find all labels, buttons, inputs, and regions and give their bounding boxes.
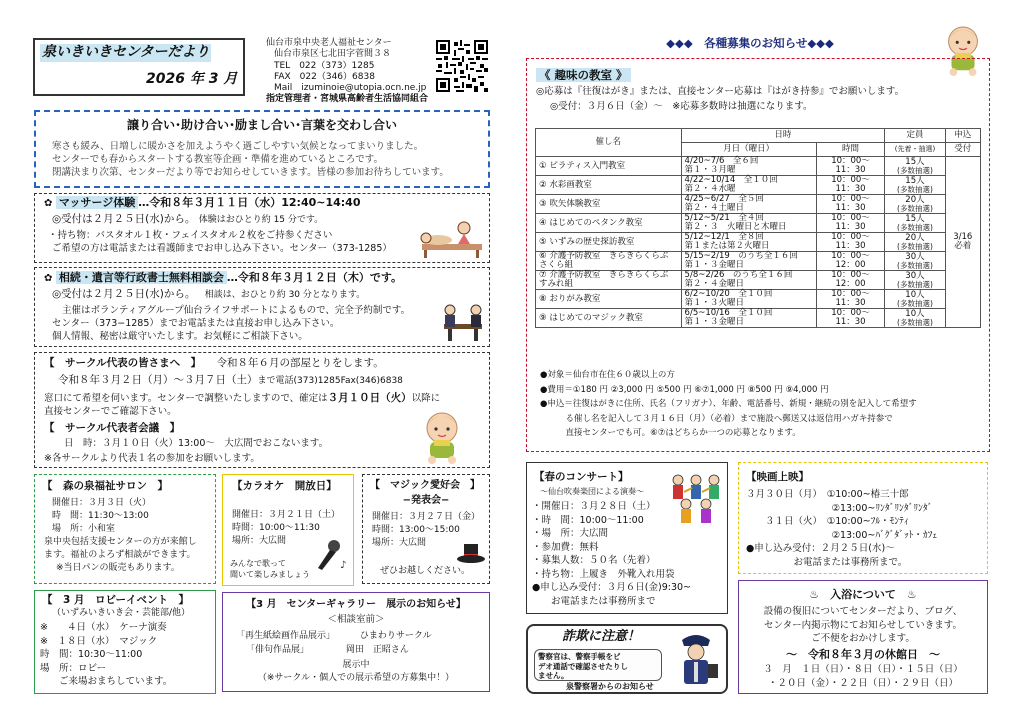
circle-line1: [58, 374, 403, 387]
massage-header: [44, 196, 360, 211]
salon-title: 【 森の泉福祉サロン 】: [42, 480, 168, 492]
magic-hat-icon: [456, 542, 486, 564]
apply-label: 申込: [954, 130, 972, 141]
circle-contact: まで電話(373)1285Fax(346)6838: [257, 376, 403, 386]
org-address: 仙台市泉区七北田字菅間３８: [274, 49, 392, 60]
salon-line: 開催日：３月３日（火）: [52, 498, 152, 508]
capacity-method: (多数抽選): [897, 203, 933, 213]
class-date: [681, 271, 816, 290]
class-name: [536, 309, 682, 328]
massage-items: ・持ち物：バスタオル１枚・フェイスタオル２枚をご持参ください: [48, 230, 333, 241]
class-weekday: 第１・３月曜: [684, 165, 736, 175]
lobby-subtitle: （いずみいきいき会・芸能部/他）: [52, 608, 191, 618]
recruit-foot-line: ●申込＝往復はがきに住所、氏名（フリガナ）、年齢、電話番号、新規・継続の別を記入して希望す: [540, 399, 917, 409]
class-start: 10：00～: [831, 213, 870, 224]
movie-line: ３１日（火） ①10:00~ﾌﾙ・ﾓﾝﾃｨ: [746, 516, 909, 527]
org-manager: 指定管理者・宮城県高齢者生活協同組合: [266, 94, 429, 105]
class-time: [816, 271, 885, 290]
scam-line: デオ通話で確認させたりし: [538, 661, 628, 671]
recruit-foot-line: 直接センターでも可。⑥⑦はどちらか一つの応募となります。: [540, 428, 801, 438]
lobby-line: ※ ４日（水） ケーナ演奏: [40, 622, 167, 633]
class-capacity: [885, 271, 945, 290]
scam-line: 警察官は、警察手帳をビ: [538, 652, 621, 661]
class-date: [681, 176, 816, 195]
legal-date: …令和８年３月１２日（木）です。: [226, 271, 403, 284]
class-date: [681, 157, 816, 176]
massage-illustration-icon: [418, 220, 486, 260]
massage-date: …令和８年３月１１日（水）12:40~14:40: [138, 196, 361, 209]
salon-line: ※当日パンの販売もあります。: [56, 563, 180, 573]
magic-title: 【 マジック愛好会 】: [370, 480, 480, 491]
flower-icon: ✿: [44, 273, 53, 284]
gallery-subtitle: ＜相談室前＞: [327, 614, 385, 625]
class-capacity: [885, 195, 945, 214]
class-end: 11：30: [835, 317, 866, 327]
class-weekday: 第２・４金曜日: [684, 279, 745, 289]
microphone-icon: [310, 538, 350, 574]
capacity-count: 10人: [905, 289, 925, 300]
class-name: [536, 271, 682, 290]
class-period: 4/20~7/6 全６回: [684, 156, 759, 167]
class-date: [681, 252, 816, 271]
class-period: 4/25~6/27 全５回: [684, 194, 764, 205]
class-period: 5/12~12/1 全８回: [684, 232, 764, 243]
class-name: [536, 214, 682, 233]
baby-illustration-icon: [416, 410, 468, 466]
table-row: [536, 271, 981, 290]
legal-text: [52, 304, 410, 343]
class-weekday: 第１・３金曜日: [684, 317, 745, 327]
intro-text: [52, 140, 449, 179]
class-start: 10：00～: [831, 194, 870, 205]
lobby-line: ご来場おまちしています。: [40, 676, 173, 687]
capacity-method: (多数抽選): [897, 165, 933, 175]
bath-line: センター内掲示物にてお知らせしていきます。: [763, 619, 963, 631]
class-time: [816, 176, 885, 195]
consultation-illustration-icon: [440, 298, 486, 344]
qr-code-icon[interactable]: [436, 40, 488, 92]
concert-line: ・開催日：３月２８日（土）: [532, 501, 656, 512]
scam-body: [534, 649, 662, 681]
circle-title-rest: 令和８年６月の部屋とりをします。: [216, 357, 384, 369]
concert-title: 【春のコンサート】: [534, 471, 629, 483]
class-weekday: 第２・３ 火曜日と木曜日: [684, 222, 787, 232]
legal-line: センター（373−1285）までお電話または直接お申し込み下さい。: [52, 318, 340, 329]
gallery-status: 展示中: [342, 660, 370, 670]
massage-title: マッサージ体験: [56, 196, 138, 209]
legal-reception: ◎受付は２月２５日(水)から。: [52, 288, 196, 300]
lobby-title: 【 3 月 ロビーイベント 】: [42, 594, 190, 606]
recruit-foot-line: る催し名を記入して３月１６日（月）（必着）まで施設へ郵送又は返信用ハガキ持参で: [540, 413, 893, 424]
apply-deadline: [945, 157, 980, 328]
capacity-method: (多数抽選): [897, 222, 933, 232]
class-start: 10：00～: [831, 232, 870, 243]
salon-line: 時 間：11:30～13:00: [52, 511, 149, 521]
recruit-foot-line: ●対象＝仙台市在住６０歳以上の方: [540, 370, 675, 380]
legal-line1: [52, 288, 365, 301]
intro-heading: 譲り合い･助け合い･励まし合い･言葉を交わし合い: [126, 118, 397, 132]
class-period: 5/8~2/26 のうち全１６回: [684, 270, 793, 281]
class-date: [681, 309, 816, 328]
circle-title: 【 サークル代表の皆さまへ 】: [44, 357, 202, 369]
table-row: [536, 195, 981, 214]
class-number: ④: [539, 217, 547, 228]
intro-line: 閉講決まり次第、センターだより等でお知らせしていきます。皆様の参加お待ちしています。: [52, 167, 449, 178]
movie-details: [746, 488, 937, 569]
class-title: ピラティス入門教室: [549, 160, 626, 171]
lobby-line: 時 間：10:30～11:00: [40, 649, 143, 660]
scam-foot: 泉警察署からのお知らせ: [566, 682, 654, 691]
legal-line: 個人情報、秘密は厳守いたします。お気軽にご相談下さい。: [52, 331, 308, 342]
class-weekday: 第１・３火曜日: [684, 298, 745, 308]
newsletter-title: 泉いきいきセンターだより: [42, 44, 210, 60]
concert-line: ・時 間：10:00～11:00: [532, 514, 644, 526]
concert-line: ・場 所：大広間: [532, 528, 609, 539]
capacity-count: 10人: [905, 308, 925, 319]
salon-line: 泉中央包括支援センターの方が来館し: [44, 537, 197, 547]
class-time: [816, 214, 885, 233]
table-row: [536, 176, 981, 195]
class-name: [536, 157, 682, 176]
concert-line: ・参加費：無料: [532, 541, 599, 553]
karaoke-title: 【カラオケ 開放日】: [232, 480, 337, 492]
col-header-event: 催し名: [536, 129, 682, 157]
intro-line: 寒さも緩み、日増しに暖かさを加えようやく過ごしやすい気候となってまいりました。: [52, 141, 424, 152]
legal-header: [44, 271, 402, 286]
class-end: 11：30: [835, 184, 866, 194]
holiday-line: ３ 月 １日（日）・８日（日）・１５日（日）: [763, 664, 963, 675]
class-title: はじめてのペタンク教室: [549, 217, 643, 228]
class-number: ③: [539, 198, 547, 209]
capacity-count: 20人: [905, 232, 925, 243]
circle-line2: [44, 392, 440, 405]
gallery-exhibit: 「俳句作品展」: [246, 645, 310, 655]
scam-title: 詐欺に注意！: [562, 629, 641, 644]
movie-line: ３月３０日（月） ①10:00~椿三十郎: [746, 489, 909, 500]
org-info: [266, 38, 428, 106]
table-row: [536, 233, 981, 252]
lobby-line: ※ １８日（水） マジック: [40, 635, 158, 647]
movie-title: 【映画上映】: [746, 471, 809, 483]
capacity-method: (多数抽選): [897, 184, 933, 194]
bath-line: ご不便をおかけします。: [811, 633, 915, 644]
massage-line1: [52, 213, 323, 226]
class-start: 10：00～: [831, 175, 870, 186]
class-period: 5/12~5/21 全４回: [684, 213, 764, 224]
class-end: 11：30: [835, 222, 866, 232]
col-header-capacity-note: (先着・抽選): [885, 143, 945, 157]
circle-confirm-date: ３月１０日（火）: [327, 392, 412, 404]
bath-title: ♨ 入浴について ♨: [809, 588, 917, 601]
gallery-exhibit: 「再生紙絵画作品展示」: [236, 631, 336, 641]
class-name: [536, 290, 682, 309]
police-officer-icon: [670, 630, 722, 690]
class-capacity: [885, 252, 945, 271]
class-capacity: [885, 290, 945, 309]
scam-line: ません。: [538, 671, 569, 680]
karaoke-foot: [230, 558, 310, 580]
gallery-row: [236, 631, 432, 642]
capacity-method: (多数抽選): [897, 241, 933, 251]
flower-icon: ✿: [44, 198, 53, 209]
magic-line: 時間：13:00～15:00: [372, 525, 460, 535]
magic-subtitle: −発表会−: [402, 495, 450, 506]
movie-line: ②13:00~ﾘﾝﾀﾞﾘﾝﾀﾞﾘﾝﾀﾞ: [746, 502, 933, 514]
movie-line: ②13:00~ﾊﾞｸﾞﾀﾞｯﾄ・ｶﾌｪ: [746, 529, 938, 541]
table-row: [536, 309, 981, 328]
recruit-banner: ◆◆◆ 各種募集のお知らせ◆◆◆: [666, 36, 834, 50]
capacity-count: 15人: [905, 213, 925, 224]
karaoke-line: 時間：10:00～11:30: [232, 523, 320, 533]
class-start: 10：00～: [831, 251, 870, 262]
salon-details: [44, 497, 197, 575]
class-time: [816, 252, 885, 271]
class-end: 12：00: [835, 279, 866, 289]
magic-foot: ぜひお越しください。: [380, 566, 471, 576]
class-number: ①: [539, 160, 547, 171]
deadline-date: 3/16: [953, 232, 973, 243]
class-capacity: [885, 309, 945, 328]
class-capacity: [885, 157, 945, 176]
holiday-line: ・２０日（金）・２２日（日）・２９日（日）: [767, 677, 958, 689]
karaoke-foot-line: 聞いて楽しみましょう: [230, 570, 310, 579]
salon-line: 場 所：小和室: [52, 524, 116, 534]
movie-line: ●申し込み受付：２月２５日(水)～: [746, 543, 895, 554]
concert-line: お電話または事務所まで: [532, 595, 656, 607]
class-number: ⑨: [539, 312, 547, 323]
org-name: 仙台市泉中央老人福祉センター: [266, 38, 392, 48]
capacity-count: 15人: [905, 175, 925, 186]
col-header-datetime: 日時: [681, 129, 885, 143]
concert-line: ●申し込み受付：３月６日(金)9:30~: [532, 582, 691, 593]
class-date: [681, 214, 816, 233]
lobby-details: [40, 621, 172, 689]
class-end: 11：30: [835, 203, 866, 213]
recruit-note: ◎応募は『往復はがき』または、直接センター応募は『はがき持参』でお願いします。: [536, 86, 905, 97]
karaoke-line: 開催日：３月２１日（土）: [232, 510, 341, 520]
class-title: 介護予防教室 きらきらくらぶ すみれ組: [539, 270, 677, 289]
circle-text: 窓口にて希望を伺います。センターで調整いたしますので、確定は: [44, 393, 328, 404]
class-number: ⑧: [539, 293, 547, 304]
table-row: [536, 252, 981, 271]
class-number: ⑤: [539, 236, 547, 247]
class-period: 6/5~10/16 全１０回: [684, 308, 773, 319]
class-table: [535, 128, 981, 328]
org-fax: FAX 022（346）6838: [274, 71, 375, 82]
table-header-row: [536, 129, 981, 143]
issue-date: 2026 年 3 月: [146, 71, 238, 87]
massage-contact: ご希望の方は電話または看護師までお申し込み下さい。センター（373-1285）: [52, 243, 392, 254]
svg-text:♪: ♪: [340, 560, 347, 571]
col-header-apply: [945, 129, 980, 143]
col-header-capacity: [885, 129, 945, 143]
class-date: [681, 233, 816, 252]
concert-line: ・募集人数：５０名（先着）: [532, 555, 656, 566]
capacity-label: 定員: [906, 130, 924, 141]
massage-duration: 体験はおひとり約 15 分です。: [198, 215, 324, 225]
class-end: 12：00: [835, 260, 866, 270]
recruit-foot: [540, 368, 917, 441]
circle-period: 令和８年３月２日（月）～３月７日（土）: [58, 374, 258, 386]
legal-title: 相続・遺言等行政書士無料相談会: [56, 271, 227, 284]
meeting-title: 【 サークル代表者会議 】: [44, 422, 181, 434]
circle-line3: 直接センターでご確認下さい。: [44, 406, 177, 417]
class-time: [816, 309, 885, 328]
meeting-line: 日 時：３月１０日（火）13:00～ 大広間でおこないます。: [64, 438, 329, 449]
class-name: [536, 233, 682, 252]
org-tel: TEL 022（373）1285: [274, 60, 375, 71]
class-start: 10：00～: [831, 289, 870, 300]
karaoke-foot-line: みんなで歌って: [230, 559, 286, 568]
magic-line: 場所：大広間: [372, 538, 427, 548]
class-time: [816, 195, 885, 214]
class-capacity: [885, 233, 945, 252]
class-title: おりがみ教室: [549, 293, 601, 304]
class-date: [681, 195, 816, 214]
holiday-dates: [738, 663, 988, 690]
class-weekday: 第２・４土曜日: [684, 203, 745, 213]
class-start: 10：00～: [831, 270, 870, 281]
movie-line: お電話または事務所まで。: [746, 556, 908, 568]
col-header-date: 月日（曜日）: [681, 143, 816, 157]
class-time: [816, 157, 885, 176]
bath-line: 設備の復旧についてセンターだより、ブログ、: [763, 606, 963, 617]
capacity-method: (多数抽選): [897, 317, 933, 327]
class-title: 水彩画教室: [549, 179, 592, 190]
class-number: ⑦: [539, 270, 547, 281]
capacity-method: (多数抽選): [897, 279, 933, 289]
class-title: はじめてのマジック教室: [549, 312, 643, 323]
capacity-count: 20人: [905, 194, 925, 205]
class-title: 介護予防教室 きらきらくらぶ さくら組: [539, 251, 677, 270]
recruit-note: ◎受付：３月６日（金）～ ※応募多数時は抽選になります。: [550, 101, 813, 112]
capacity-method: (多数抽選): [897, 298, 933, 308]
class-number: ②: [539, 179, 547, 190]
meeting-note: ※各サークルより代表１名の参加をお願いします。: [44, 453, 260, 464]
class-date: [681, 290, 816, 309]
class-weekday: 第１・３金曜日: [684, 260, 745, 270]
gallery-row: [246, 645, 409, 656]
table-row: [536, 157, 981, 176]
magic-line: 開催日：３月２７日（金）: [372, 512, 481, 522]
class-period: 4/22~10/14 全１０回: [684, 175, 778, 186]
class-title: いずみの歴史探訪教室: [549, 236, 635, 247]
class-name: [536, 252, 682, 271]
col-header-reception: 受付: [945, 143, 980, 157]
class-start: 10：00～: [831, 308, 870, 319]
class-title: 吹矢体験教室: [549, 198, 601, 209]
gallery-title: 【3 月 センターギャラリー 展示のお知らせ】: [246, 599, 466, 610]
capacity-count: 15人: [905, 156, 925, 167]
intro-line: センターでも春からスタートする教室等企画・準備を進めているところです。: [52, 154, 383, 165]
capacity-count: 30人: [905, 251, 925, 262]
table-row: [536, 290, 981, 309]
class-period: 6/2~10/20 全１０回: [684, 289, 773, 300]
gallery-exhibitor: ひまわりサークル: [359, 631, 432, 641]
deadline-note: 必着: [954, 241, 972, 251]
circle-header: [44, 357, 384, 370]
legal-line: 主催はボランティアグループ仙台ライフサポートによるもので、完全予約制です。: [62, 305, 411, 316]
recruit-foot-line: ●費用＝①180 円 ②3,000 円 ⑤500 円 ⑥⑦1,000 円 ⑧500 円 ⑨4,000 円: [540, 384, 829, 395]
capacity-count: 30人: [905, 270, 925, 281]
class-weekday: 第１または第２火曜日: [684, 241, 770, 251]
band-illustration-icon: [664, 470, 724, 526]
circle-text: 以降に: [411, 393, 441, 404]
massage-reception: ◎受付は２月２５日(水)から。: [52, 213, 196, 225]
class-capacity: [885, 214, 945, 233]
class-start: 10：00～: [831, 156, 870, 167]
class-period: 5/15~2/19 のうち全１６回: [684, 251, 798, 262]
class-name: [536, 195, 682, 214]
legal-duration: 相談は、おひとり約 30 分となります。: [204, 290, 366, 300]
class-weekday: 第２・４水曜: [684, 184, 736, 194]
concert-line: ・持ち物：上履き 外靴入れ用袋: [532, 568, 675, 580]
org-mail[interactable]: Mail izuminoie@utopia.ocn.ne.jp: [274, 83, 427, 94]
class-number: ⑥: [539, 251, 547, 262]
karaoke-line: 場所：大広間: [232, 536, 287, 546]
gallery-exhibitor: 岡田 正昭さん: [345, 645, 409, 655]
class-end: 11：30: [835, 241, 866, 251]
capacity-method: (多数抽選): [897, 260, 933, 270]
recruit-title: 《 趣味の教室 》: [536, 68, 631, 82]
class-capacity: [885, 176, 945, 195]
class-time: [816, 233, 885, 252]
bath-text: [738, 605, 988, 646]
holiday-title: ～ 令和８年３月の休館日 ～: [786, 648, 940, 661]
class-end: 11：30: [835, 165, 866, 175]
salon-line: ます。福祉のよろず相談ができます。: [44, 550, 196, 560]
gallery-note: （※サークル・個人での展示希望の方募集中！）: [257, 673, 455, 683]
table-row: [536, 214, 981, 233]
class-name: [536, 176, 682, 195]
concert-subtitle: 〜仙台吹奏楽団による演奏〜: [540, 487, 644, 496]
lobby-line: 場 所：ロビー: [40, 662, 107, 674]
class-end: 11：30: [835, 298, 866, 308]
class-time: [816, 290, 885, 309]
col-header-time: 時間: [816, 143, 885, 157]
